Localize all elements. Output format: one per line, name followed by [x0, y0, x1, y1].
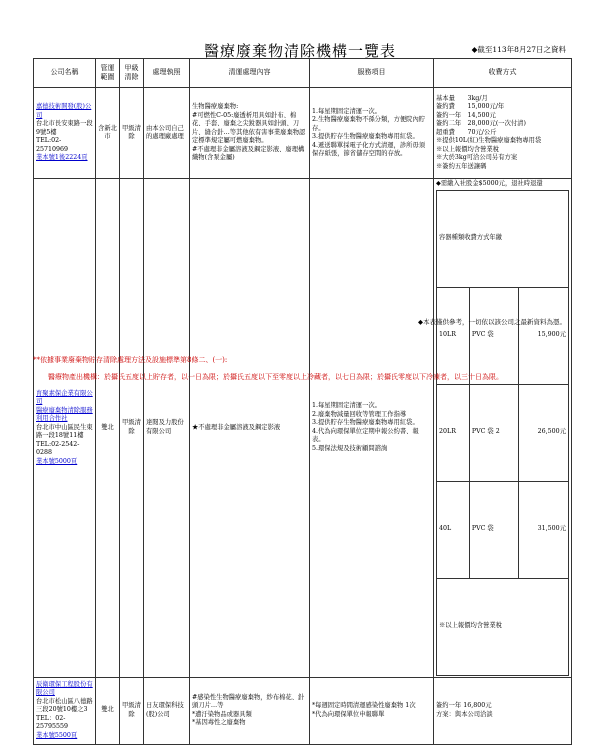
fee-table-row: 10LR PVC 袋 15,900元	[437, 287, 569, 384]
fee-note: ※以上報價均含營業稅	[437, 578, 569, 675]
fees-cell	[434, 88, 572, 179]
company-tel: TEL:02-2542-0288	[36, 440, 80, 456]
header-fees: 收費方式	[434, 59, 572, 88]
company-page-link[interactable]: 業本號1後2224頁	[36, 154, 88, 162]
fees-cell	[434, 677, 572, 744]
institution-table	[33, 58, 572, 745]
content-cell	[190, 179, 310, 678]
company-address: 台北市中山區民生東路一段18號11樓	[36, 423, 93, 439]
table-row	[34, 677, 572, 744]
footnote-regulation: **依據事業廢棄物貯存清除處理方法及設施標準第8條二、(一):	[33, 356, 228, 364]
header-services: 服務項目	[310, 59, 434, 88]
license-cell: 甲級清除	[120, 677, 144, 744]
fee-line: 簽約費 15,000元/年	[436, 103, 505, 111]
company-cell	[34, 88, 96, 179]
content-cell	[190, 88, 310, 179]
license-cell: 甲級清除	[120, 179, 144, 678]
fee-extra: ※大於3kg可洽公司另有方案	[436, 154, 518, 162]
service-line: 2.廢棄物減量回收等管理工作指導	[312, 410, 407, 418]
page-title: 醫療廢棄物清除機構一覽表	[203, 42, 396, 60]
fee-line: 超重費 70元/公斤	[436, 128, 497, 136]
fee-line: 基本量 3kg/月	[436, 94, 488, 102]
fee-table-head: 容器種類收費方式年繳	[437, 190, 569, 287]
company-page-link[interactable]: 業本號5000頁	[36, 457, 78, 465]
fee-line: 方案：與本公司洽談	[436, 710, 493, 718]
services-cell	[310, 88, 434, 179]
treatment-cell: 由本公司自己的處理廠處理	[144, 88, 190, 179]
company-cell	[34, 677, 96, 744]
scope-cell: 雙北	[96, 179, 120, 678]
fee-table-row: 20LR PVC 袋 2 26,500元	[437, 384, 569, 481]
fee-line: 簽約二年 28,000元(一次付清)	[436, 120, 526, 128]
content-line: #感染性生物醫療廢棄物，紗布棉花、針頭刀片…等	[192, 693, 305, 709]
table-header-row	[34, 59, 572, 88]
content-cell	[190, 677, 310, 744]
company-name-link[interactable]: 辰衛環保工程股份有限公司	[36, 680, 93, 697]
fee-extra: ※提供10L(紅)生物醫療廢棄物專用袋	[436, 137, 542, 145]
header-license: 甲級清除	[120, 59, 144, 88]
table-row	[34, 179, 572, 678]
header-scope: 管運範圍	[96, 59, 120, 88]
fee-table	[436, 190, 569, 676]
service-line: 3.提供貯存生物醫療廢棄物專用紅袋。	[312, 419, 419, 427]
service-line: 1.每星期固定清運一次。	[312, 402, 381, 410]
disclaimer-note: ◆本表僅供參考，一切依以該公司之最新資料為憑。	[418, 318, 566, 326]
service-line: 4.代為向環保單位定期申報公約書、報表。	[312, 427, 419, 444]
company-name-link[interactable]: 育聚素保企業有限公司	[36, 389, 93, 405]
service-line: *代為向環保單位申報聯單	[312, 710, 385, 718]
content-line: #可燃性C-05:廢透析用具如針布、棉花、手套、廢棄之尖銳器具如針頭、刀片、縫合針…等其他依有害事業廢棄物認定標準規定屬可燃廢棄物。	[192, 111, 306, 145]
company-name-link-2[interactable]: 醫療廢棄物清除服務利用合作社	[36, 406, 93, 422]
service-line: 1.每星期固定清運一次。	[312, 107, 381, 115]
fee-table-row: 40L PVC 袋 31,500元	[437, 481, 569, 578]
as-of-date: ◆截至113年8月27日之資料	[471, 45, 566, 54]
content-line: *基因毒性之廢棄物	[192, 719, 246, 726]
service-line: 3.提供貯存生物醫療廢棄物專用紅袋。	[312, 133, 419, 140]
fee-extra: ※以上報價均含營業稅	[436, 145, 499, 153]
service-line: *每週固定時間清運感染性廢棄物 1次	[312, 702, 416, 709]
service-line: 2.生物醫療廢棄物不孫分類，方便院內貯存。	[312, 116, 426, 132]
treatment-cell: 達閱及力股份有限公司	[144, 179, 190, 678]
service-line: 5.環保法規及技術顧問諮詢	[312, 444, 388, 452]
license-cell: 甲級清除	[120, 88, 144, 179]
company-address: 台北市松山區八德路三段20號10樓之3	[36, 697, 93, 714]
fee-head: ◆需繳入社股金$5000元，退社時退還	[436, 180, 543, 187]
company-cell	[34, 179, 96, 678]
content-line: ★不處理非金屬溶液及鋼定影液	[192, 423, 281, 431]
service-line: 4.遞送聯單採電子化方式清運，診所毋須保存紙張，節省儲存空間的存放。	[312, 141, 426, 157]
scope-cell: 雙北	[96, 677, 120, 744]
treatment-cell: 日友環保科技(股)公司	[144, 677, 190, 744]
fee-extra: ※簽約五年送讓碼	[436, 162, 487, 170]
services-cell	[310, 677, 434, 744]
company-tel: TEL：02-25795559	[36, 714, 69, 731]
fee-line: 簽約一年 16,800元	[436, 702, 492, 709]
fees-cell	[434, 179, 572, 678]
header-treatment: 處理執照	[144, 59, 190, 88]
company-name-link[interactable]: 嘉德技術開發(股)公司	[36, 103, 92, 119]
content-line: *遭汙染物品或器具類	[192, 710, 252, 718]
table-row	[34, 88, 572, 179]
fee-line: 簽約一年 14,500元	[436, 111, 496, 119]
content-line: 生物醫療廢棄物:	[192, 103, 239, 111]
company-tel: TEL:02-25710969	[36, 137, 69, 153]
content-line: #不處理非金屬溶液及鋼定影液、廢理構織物(含泵金屬)	[192, 145, 305, 162]
header-company: 公司名稱	[34, 59, 96, 88]
services-cell	[310, 179, 434, 678]
header-content: 清運處理內容	[190, 59, 310, 88]
company-page-link[interactable]: 業本號5500頁	[36, 731, 78, 739]
company-address: 台北市長安東路一段9號5樓	[36, 120, 93, 136]
scope-cell: 含新北市	[96, 88, 120, 179]
footnote-storage-rules: 醫療物產出機構：於攝氏五度以上貯存者，以一日為限；於攝氏五度以下至零度以上冷藏者，以七日為限；於攝氏零度以下冷凍者，以三十日為限。	[48, 373, 503, 381]
